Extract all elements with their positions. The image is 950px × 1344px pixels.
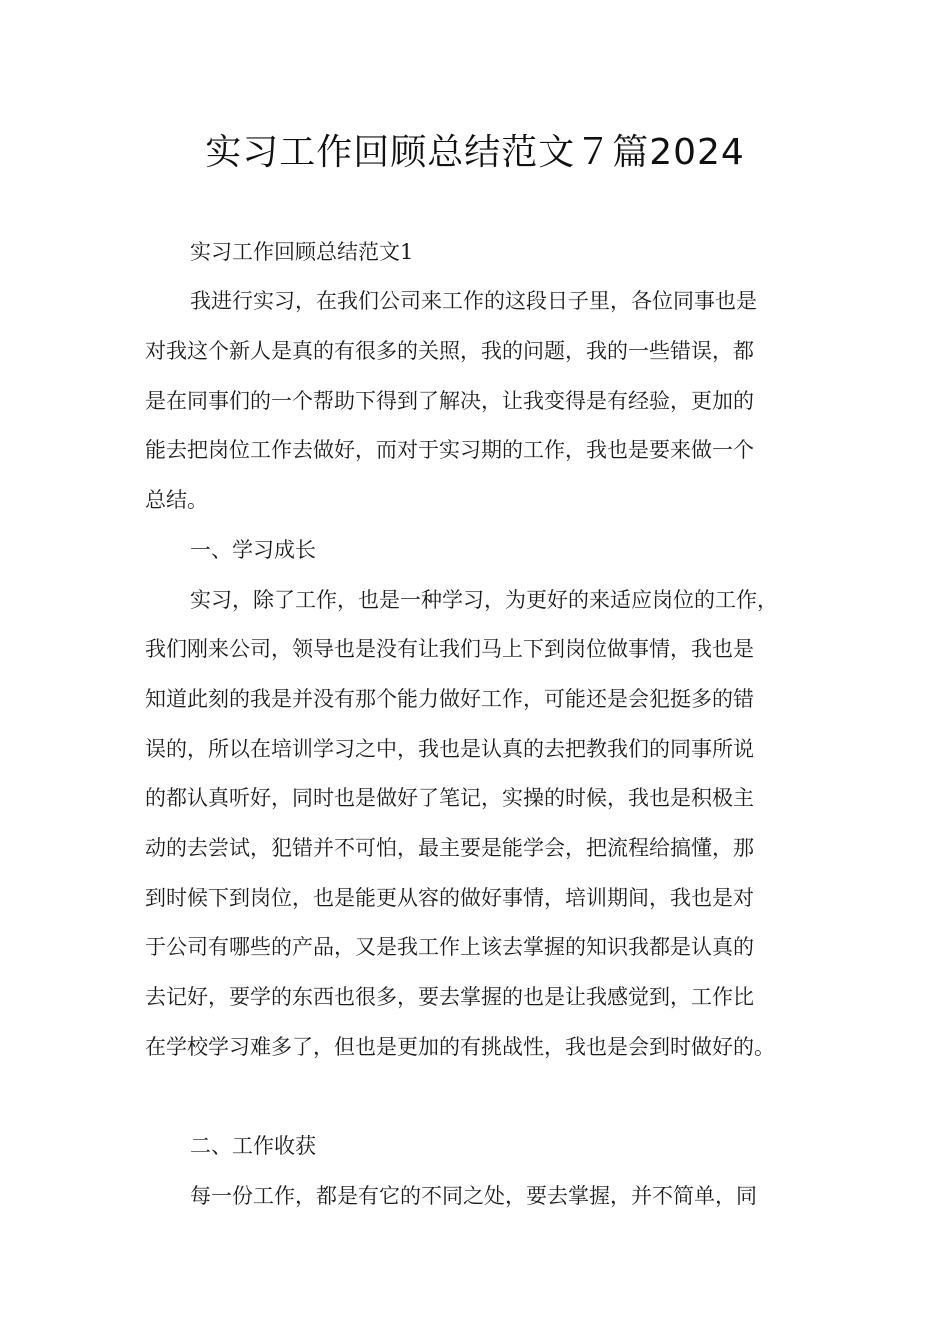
paragraph-line: 每一份工作，都是有它的不同之处，要去掌握，并不简单，同 [190,1184,757,1208]
paragraph-line: 动的去尝试，犯错并不可怕，最主要是能学会，把流程给搞懂，那 [145,836,754,860]
paragraph-line: 是在同事们的一个帮助下得到了解决，让我变得是有经验，更加的 [145,389,754,413]
paragraph-line: 到时候下到岗位，也是能更从容的做好事情，培训期间，我也是对 [145,886,754,910]
document-title: 实习工作回顾总结范文７篇2024 [205,132,745,173]
paragraph-line: 去记好，要学的东西也很多，要去掌握的也是让我感觉到，工作比 [145,985,754,1009]
paragraph-line: 误的，所以在培训学习之中，我也是认真的去把教我们的同事所说 [145,737,754,761]
paragraph-line: 我进行实习，在我们公司来工作的这段日子里，各位同事也是 [190,289,757,313]
paragraph-line: 于公司有哪些的产品，又是我工作上该去掌握的知识我都是认真的 [145,935,754,959]
paragraph-line: 总结。 [145,488,208,512]
paragraph-line: 在学校学习难多了，但也是更加的有挑战性，我也是会到时做好的。 [145,1035,775,1059]
paragraph-line: 我们刚来公司，领导也是没有让我们马上下到岗位做事情，我也是 [145,637,754,661]
paragraph-line: 能去把岗位工作去做好，而对于实习期的工作，我也是要来做一个 [145,438,754,462]
paragraph-line: 对我这个新人是真的有很多的关照，我的问题，我的一些错误，都 [145,339,754,363]
paragraph-line: 的都认真听好，同时也是做好了笔记，实操的时候，我也是积极主 [145,786,754,810]
paragraph-line: 实习，除了工作，也是一种学习，为更好的来适应岗位的工作， [190,588,778,612]
section-heading: 二、工作收获 [190,1134,316,1158]
section-heading: 实习工作回顾总结范文1 [190,240,414,264]
paragraph-line: 知道此刻的我是并没有那个能力做好工作，可能还是会犯挺多的错 [145,687,754,711]
section-heading: 一、学习成长 [190,538,316,562]
